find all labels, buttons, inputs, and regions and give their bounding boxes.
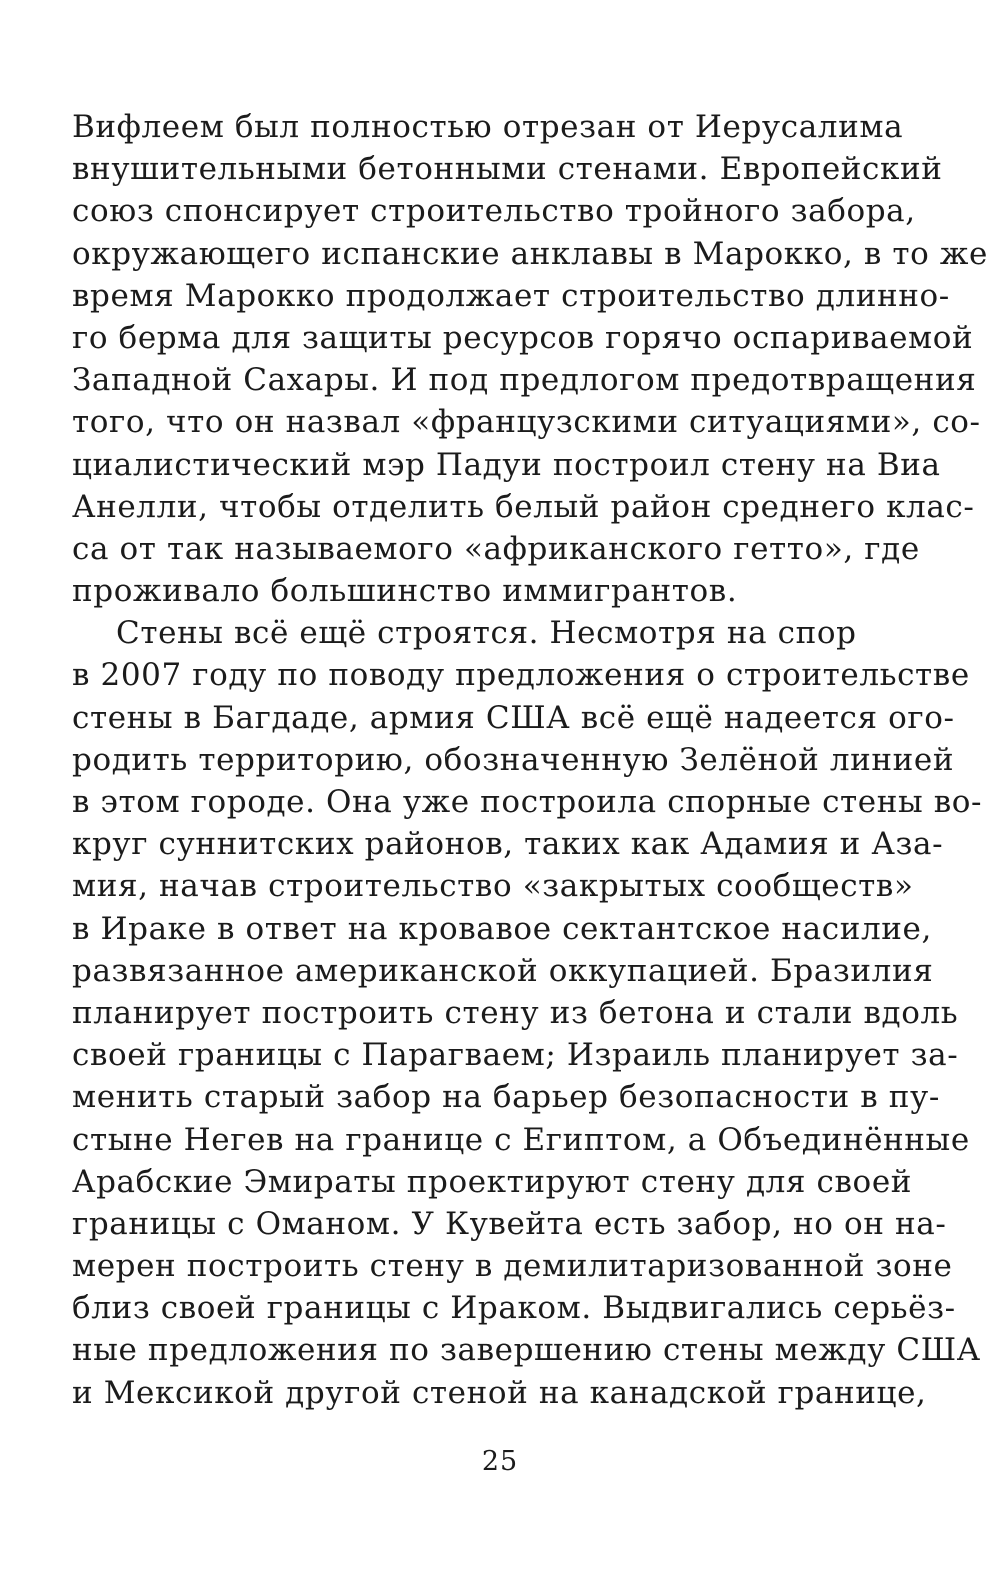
body-text: [72, 106, 988, 1414]
text-line: союз спонсирует строительство тройного забора,: [72, 193, 916, 230]
text-line: в этом городе. Она уже построила спорные стены во-: [72, 784, 983, 820]
text-line: внушительными бетонными стенами. Европейский: [72, 151, 943, 188]
text-line: мерен построить стену в демилитаризованной зоне: [72, 1248, 953, 1285]
text-line: и Мексикой другой стеной на канадской границе,: [72, 1374, 927, 1411]
text-line: стыне Негев на границе с Египтом, а Объединённые: [72, 1121, 970, 1158]
text-line: ные предложения по завершению стены между США: [72, 1332, 981, 1369]
text-line: родить территорию, обозначенную Зелёной линией: [72, 741, 955, 778]
text-line: Вифлеем был полностью отрезан от Иерусалима: [72, 109, 904, 145]
text-line: менить старый забор на барьер безопасности в пу-: [72, 1079, 940, 1116]
text-line: са от так называемого «африканского гетто», где: [72, 530, 920, 567]
paragraph: [72, 612, 983, 1414]
paragraph: [72, 106, 988, 612]
text-line: того, что он назвал «французскими ситуациями», со-: [72, 404, 981, 441]
text-line: го берма для защиты ресурсов горячо оспариваемой: [72, 319, 974, 356]
text-line: Анелли, чтобы отделить белый район среднего клас-: [72, 488, 975, 525]
text-line: планирует построить стену из бетона и стали вдоль: [72, 994, 959, 1031]
text-line: развязанное американской оккупацией. Бразилия: [72, 952, 934, 989]
text-line: Арабские Эмираты проектируют стену для своей: [72, 1163, 913, 1200]
text-line: циалистический мэр Падуи построил стену на Виа: [72, 446, 941, 483]
text-line: окружающего испанские анклавы в Марокко, в то же: [72, 235, 988, 272]
text-line: в Ираке в ответ на кровавое сектантское насилие,: [72, 910, 932, 947]
text-line: Западной Сахары. И под предлогом предотвращения: [72, 362, 977, 399]
text-line: в 2007 году по поводу предложения о строительстве: [72, 657, 970, 694]
text-line: своей границы с Парагваем; Израиль планирует за-: [72, 1037, 959, 1074]
text-line: круг суннитских районов, таких как Адамия и Аза-: [72, 826, 944, 863]
text-line: границы с Оманом. У Кувейта есть забор, но он на-: [72, 1205, 947, 1242]
text-line: мия, начав строительство «закрытых сообществ»: [72, 868, 914, 905]
text-line: стены в Багдаде, армия США всё ещё надеется ого-: [72, 699, 955, 736]
text-line: проживало большинство иммигрантов.: [72, 573, 738, 610]
text-line: близ своей границы с Ираком. Выдвигались серьёз-: [72, 1290, 956, 1327]
page-number: 25: [481, 1446, 519, 1477]
text-line: Стены всё ещё строятся. Несмотря на спор: [116, 615, 857, 652]
text-line: время Марокко продолжает строительство длинно-: [72, 277, 950, 314]
